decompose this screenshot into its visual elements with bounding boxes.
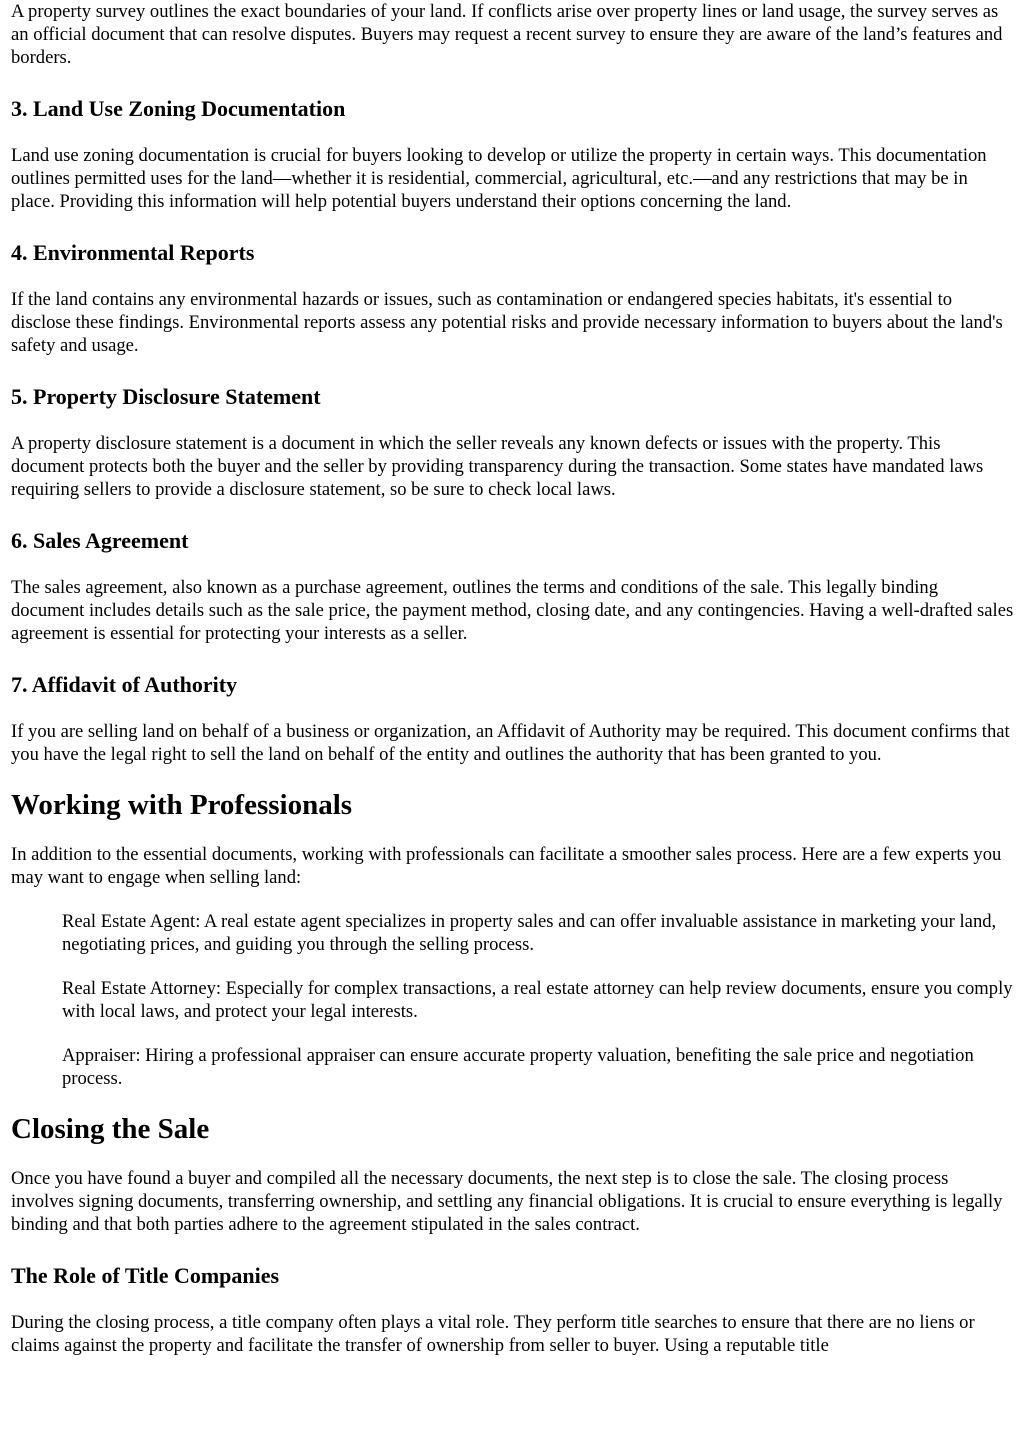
section-body-disclosure: A property disclosure statement is a document in which the seller reveals any known defects or issues with the property. This document protects both the buyer and the seller by providing transparency during the transaction. Some states have mandated laws requiring sellers to provide a disclosure statement, so be sure to check local laws. <box>11 433 984 500</box>
section-body-environmental: If the land contains any environmental hazards or issues, such as contamination or endangered species habitats, it's essential to disclose these findings. Environmental reports assess any potential risks and provide necessary information to buyers about the land's safety and usage. <box>11 289 1003 356</box>
section-heading-sales-agreement: 6. Sales Agreement <box>11 528 189 553</box>
section-heading-affidavit: 7. Affidavit of Authority <box>11 672 238 697</box>
heading-working-with-professionals: Working with Professionals <box>11 789 353 821</box>
list-item-real-estate-attorney: Real Estate Attorney: Especially for complex transactions, a real estate attorney can help review documents, ensure you comply with local laws, and protect your legal interests. <box>62 978 1013 1022</box>
professionals-intro: In addition to the essential documents, working with professionals can facilitate a smoother sales process. Here are a few experts you may want to engage when selling land: <box>11 844 1002 888</box>
list-item-real-estate-agent: Real Estate Agent: A real estate agent specializes in property sales and can offer invaluable assistance in marketing your land, negotiating prices, and guiding you through the selling process. <box>62 911 997 955</box>
heading-title-companies: The Role of Title Companies <box>11 1263 280 1288</box>
closing-body: Once you have found a buyer and compiled all the necessary documents, the next step is to close the sale. The closing process involves signing documents, transferring ownership, and settling any financial obligations. It is crucial to ensure everything is legally binding and that both parties adhere to the agreement stipulated in the sales contract. <box>11 1168 1003 1235</box>
intro-paragraph: A property survey outlines the exact boundaries of your land. If conflicts arise over property lines or land usage, the survey serves as an official document that can resolve disputes. Buyers may request a recent survey to ensure they are aware of the land’s features and borders. <box>11 1 1003 68</box>
section-body-sales-agreement: The sales agreement, also known as a purchase agreement, outlines the terms and conditions of the sale. This legally binding document includes details such as the sale price, the payment method, closing date, and any contingencies. Having a well-drafted sales agreement is essential for protecting your interests as a seller. <box>11 577 1014 644</box>
section-heading-environmental: 4. Environmental Reports <box>11 240 255 265</box>
list-item-appraiser: Appraiser: Hiring a professional appraiser can ensure accurate property valuation, benefiting the sale price and negotiation process. <box>62 1045 974 1089</box>
section-heading-land-use: 3. Land Use Zoning Documentation <box>11 96 346 121</box>
section-body-affidavit: If you are selling land on behalf of a business or organization, an Affidavit of Authority may be required. This document confirms that you have the legal right to sell the land on behalf of the entity and outlines the authority that has been granted to you. <box>11 721 1010 765</box>
title-companies-body: During the closing process, a title company often plays a vital role. They perform title searches to ensure that there are no liens or claims against the property and facilitate the transfer of ownership from seller to buyer. Using a reputable title <box>11 1312 975 1356</box>
heading-closing-the-sale: Closing the Sale <box>11 1113 210 1145</box>
section-heading-disclosure: 5. Property Disclosure Statement <box>11 384 321 409</box>
section-body-land-use: Land use zoning documentation is crucial for buyers looking to develop or utilize the property in certain ways. This documentation outlines permitted uses for the land—whether it is residential, commercial, agricultural, etc.—and any restrictions that may be in place. Providing this information will help potential buyers understand their options concerning the land. <box>11 145 987 212</box>
